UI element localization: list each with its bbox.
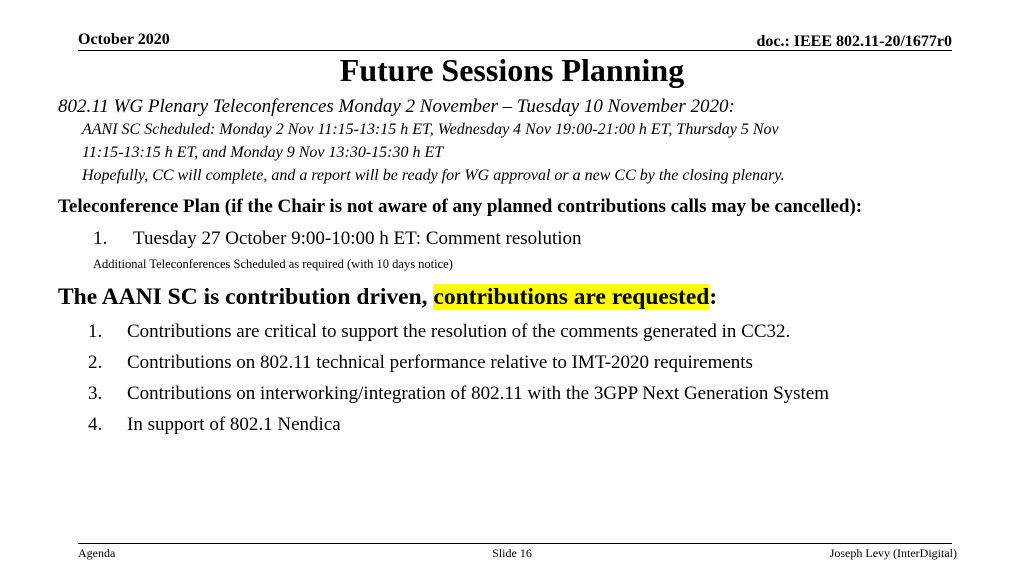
contribution-item-text: Contributions are critical to support the resolution of the comments generated in CC32.: [127, 321, 791, 342]
contribution-item-text: In support of 802.1 Nendica: [127, 414, 341, 435]
contribution-item-text: Contributions on interworking/integration of 802.11 with the 3GPP Next Generation System: [127, 383, 830, 404]
teleconference-item-number: 1.: [93, 228, 108, 249]
aani-heading-prefix: The AANI SC is contribution driven,: [58, 284, 434, 310]
header-doc-id: doc.: IEEE 802.11-20/1677r0: [756, 33, 952, 50]
contribution-item-text: Contributions on 802.11 technical performance relative to IMT-2020 requirements: [127, 352, 753, 373]
aani-contribution-heading: [58, 284, 717, 311]
slide-title: Future Sessions Planning: [339, 52, 685, 88]
contribution-item-number: 3.: [88, 383, 103, 404]
footer-author: Joseph Levy (InterDigital): [829, 546, 957, 560]
teleconference-item-text: Tuesday 27 October 9:00-10:00 h ET: Comment resolution: [133, 228, 582, 249]
aani-schedule-line-2: 11:15-13:15 h ET, and Monday 9 Nov 13:30-15:30 h ET: [82, 144, 444, 161]
aani-heading-suffix: :: [709, 284, 718, 310]
teleconference-heading: Teleconference Plan (if the Chair is not aware of any planned contributions calls may be cancelled):: [58, 196, 863, 217]
contribution-item-number: 1.: [88, 321, 103, 342]
additional-teleconferences-note: Additional Teleconferences Scheduled as required (with 10 days notice): [93, 257, 453, 271]
plenary-heading: 802.11 WG Plenary Teleconferences Monday 2 November – Tuesday 10 November 2020:: [58, 96, 735, 117]
footer-slide-number: Slide 16: [492, 546, 532, 560]
header-date: October 2020: [78, 31, 170, 48]
aani-schedule-line-1: AANI SC Scheduled: Monday 2 Nov 11:15-13:15 h ET, Wednesday 4 Nov 19:00-21:00 h ET, Thursday 5 Nov: [82, 121, 779, 138]
footer-agenda: Agenda: [78, 546, 116, 560]
aani-heading-highlight: contributions are requested: [433, 284, 710, 310]
plenary-hope-note: Hopefully, CC will complete, and a report will be ready for WG approval or a new CC by the closing plenary.: [82, 167, 785, 184]
contribution-item-number: 2.: [88, 352, 103, 373]
footer-divider: [78, 543, 952, 544]
contribution-item-number: 4.: [88, 414, 103, 435]
